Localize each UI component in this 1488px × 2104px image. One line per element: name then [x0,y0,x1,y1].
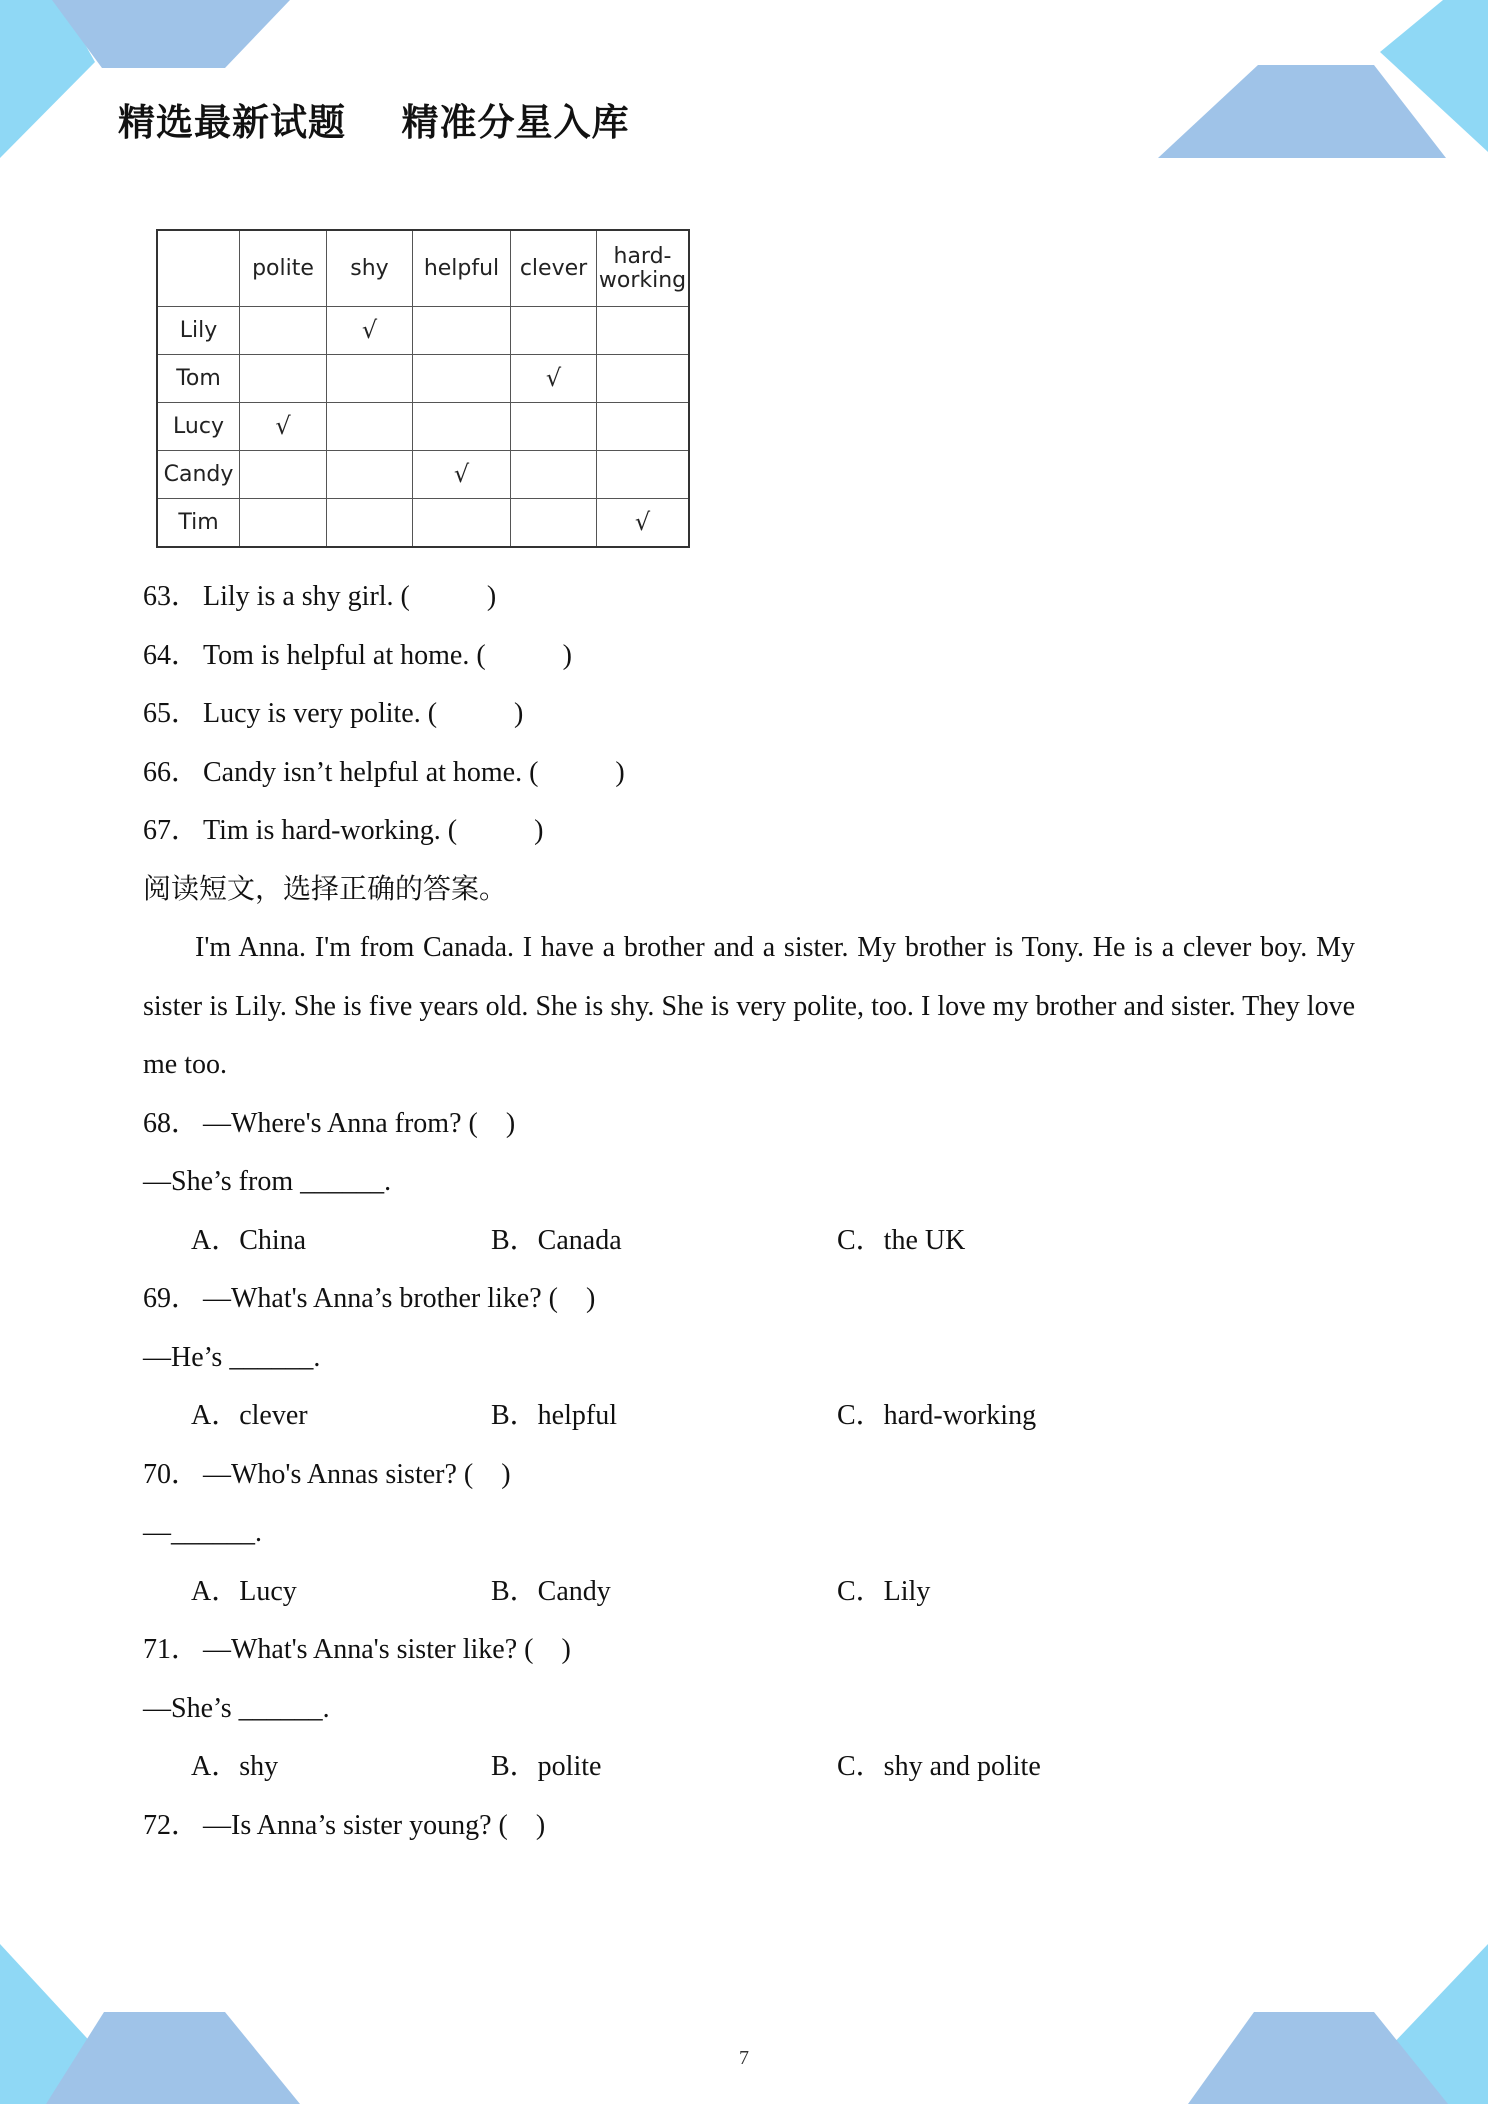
option-c: C．Lily [837,1575,931,1607]
option-c: C．hard-working [837,1400,1037,1431]
question-number: 65． [143,698,200,729]
column-header: clever [511,230,597,307]
answer-options [143,1387,1355,1446]
top-right-trapezoid [1158,65,1446,158]
answer-options [143,1212,1355,1271]
question-text: —Is Anna’s sister young? ( ) [203,1809,546,1841]
row-name-cell: Candy [157,451,240,499]
table-corner-cell [157,230,240,307]
question-number: 63． [143,581,200,612]
judgment-item [143,685,1355,744]
question-item [143,1797,1355,1856]
check-cell [511,499,597,548]
column-header: hard- working [597,230,690,307]
check-cell [240,307,327,355]
question-text: —What's Anna's sister like? ( ) [203,1634,571,1665]
question-text: Lily is a shy girl. ( ) [203,581,497,612]
question-number: 70． [143,1458,200,1490]
option-c: C．shy and polite [837,1751,1041,1782]
check-cell: √ [413,451,511,499]
row-name-cell: Tim [157,499,240,548]
option-c: C．the UK [837,1224,966,1256]
check-cell [413,355,511,403]
page-header-title: 精选最新试题 精准分星入库 [118,101,630,144]
worksheet-content [143,568,1355,1855]
question-text: Tom is helpful at home. ( ) [203,639,572,671]
column-header: shy [327,230,413,307]
option-b: B．Candy [491,1575,611,1607]
check-cell: √ [597,499,690,548]
check-cell [597,307,690,355]
table-header-row [157,230,689,307]
check-cell [597,451,690,499]
check-cell [597,355,690,403]
row-name-cell: Tom [157,355,240,403]
answer-line: —She’s from ______. [143,1166,392,1197]
table-row [157,499,689,548]
option-a: A．China [191,1224,307,1256]
judgment-item [143,627,1355,686]
judgment-item [143,744,1355,803]
question-number: 67． [143,815,200,846]
bottom-left-corner-decoration [0,1934,300,2104]
check-cell [327,451,413,499]
check-cell [327,499,413,548]
question-item [143,1095,1355,1154]
option-a: A．Lucy [191,1575,297,1607]
check-cell [327,403,413,451]
check-cell [240,499,327,548]
page-number: 7 [739,2047,749,2069]
question-text: Tim is hard-working. ( ) [203,815,544,846]
table-row [157,355,689,403]
check-cell: √ [240,403,327,451]
check-cell [511,307,597,355]
check-cell [413,403,511,451]
answer-options [143,1563,1355,1622]
column-header: polite [240,230,327,307]
option-b: B．polite [491,1751,602,1782]
check-cell [511,451,597,499]
answer-line: —He’s ______. [143,1341,321,1373]
reading-passage: I'm Anna. I'm from Canada. I have a brother and a sister. My brother is Tony. He is a clever boy. My sister is Lily. She is five years old. She is shy. She is very polite, too. I love my brother and sister. They love me too. [143,932,1355,1080]
check-cell [240,451,327,499]
row-name-cell: Lucy [157,403,240,451]
option-a: A．shy [191,1751,279,1782]
table-row [157,307,689,355]
question-text: Candy isn’t helpful at home. ( ) [203,756,625,788]
question-item [143,1270,1355,1329]
question-text: —Who's Annas sister? ( ) [203,1458,511,1490]
option-a: A．clever [191,1400,308,1431]
check-cell [413,499,511,548]
question-number: 66． [143,756,200,788]
question-text: —What's Anna’s brother like? ( ) [203,1283,596,1314]
question-number: 71． [143,1634,200,1665]
judgment-item [143,802,1355,861]
check-cell [327,355,413,403]
question-text: —Where's Anna from? ( ) [203,1107,516,1139]
trait-checklist-table [156,229,690,548]
answer-line: —She’s ______. [143,1692,330,1724]
judgment-item [143,568,1355,627]
question-item [143,1621,1355,1680]
check-cell [413,307,511,355]
option-b: B．Canada [491,1224,622,1256]
column-header: helpful [413,230,511,307]
check-cell [240,355,327,403]
reading-instruction: 阅读短文，选择正确的答案。 [143,873,508,905]
question-number: 69． [143,1283,200,1314]
answer-options [143,1738,1355,1797]
row-name-cell: Lily [157,307,240,355]
table-row [157,403,689,451]
check-cell: √ [511,355,597,403]
answer-line: —______. [143,1517,262,1548]
check-cell [511,403,597,451]
check-cell [597,403,690,451]
question-number: 64． [143,639,200,671]
option-b: B．helpful [491,1400,617,1431]
question-text: Lucy is very polite. ( ) [203,698,524,729]
question-number: 68． [143,1107,200,1139]
question-number: 72． [143,1809,200,1841]
top-right-corner-decoration [1158,0,1488,170]
check-cell: √ [327,307,413,355]
table-row [157,451,689,499]
question-item [143,1446,1355,1505]
bottom-right-corner-decoration [1158,1934,1488,2104]
